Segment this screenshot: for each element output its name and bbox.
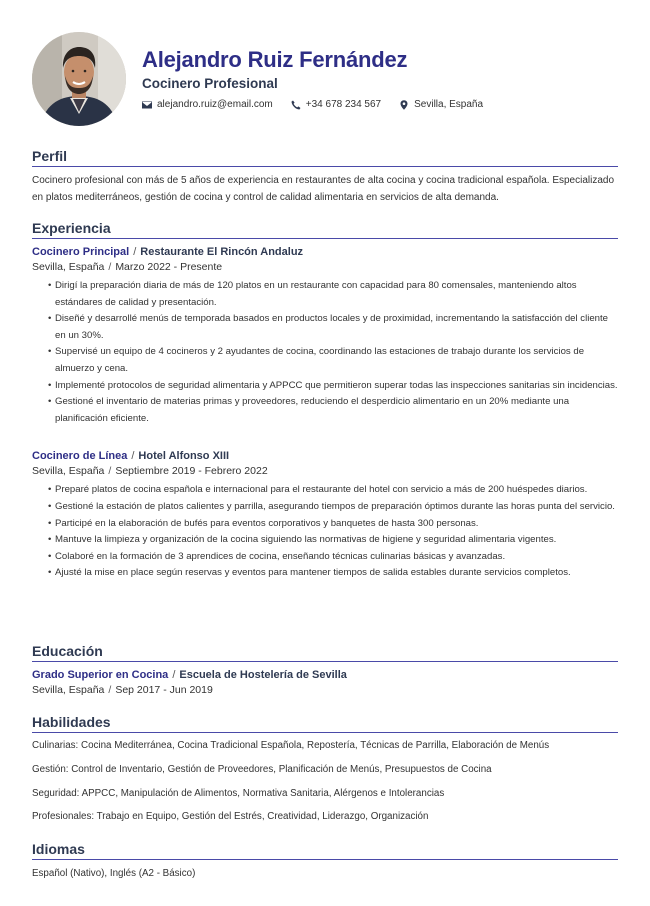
job-location: Sevilla, España	[32, 465, 105, 478]
bullet-item: • Gestioné la estación de platos calientes y parrilla, asegurando tiempos de preparación óptimos durante las horas punta del servicio.	[48, 499, 618, 516]
education-dates: Sep 2017 - Jun 2019	[115, 684, 213, 696]
job-dates: Septiembre 2019 - Febrero 2022	[115, 465, 268, 478]
job-meta	[32, 260, 618, 275]
contact-email[interactable]	[142, 99, 273, 110]
section-idiomas	[32, 841, 618, 883]
section-title-perfil: Perfil	[32, 148, 618, 167]
section-title-habilidades: Habilidades	[32, 714, 618, 733]
bullet-item: • Diseñé y desarrollé menús de temporada basados en productos locales y de proximidad, incrementando la satisfacción del cliente en un 30%.	[48, 311, 618, 344]
contact-location	[399, 99, 483, 110]
bullet-item: • Mantuve la limpieza y organización de la cocina siguiendo las normativas de higiene y seguridad alimentaria vigentes.	[48, 532, 618, 549]
location-pin-icon	[399, 100, 409, 110]
bullet-item: • Supervisé un equipo de 4 cocineros y 2 ayudantes de cocina, coordinando las estaciones de trabajo durante los servicios de almuerzo y cena.	[48, 344, 618, 377]
education-meta	[32, 683, 618, 698]
job-bullets	[32, 482, 618, 582]
job-entry	[32, 449, 618, 582]
separator: /	[108, 684, 112, 696]
bullet-item: • Dirigí la preparación diaria de más de 120 platos en un restaurante con capacidad para 80 comensales, manteniendo altos estándares de calidad y presentación.	[48, 278, 618, 311]
job-company: Restaurante El Rincón Andaluz	[140, 246, 304, 258]
section-title-experiencia: Experiencia	[32, 220, 618, 239]
email-icon	[142, 100, 152, 110]
section-perfil	[32, 148, 618, 206]
job-position: Cocinero Principal	[32, 246, 130, 258]
job-company: Hotel Alfonso XIII	[138, 450, 230, 463]
phone-text: +34 678 234 567	[305, 99, 382, 110]
job-header	[32, 449, 618, 464]
separator: /	[172, 669, 176, 681]
job-meta	[32, 464, 618, 479]
email-text: alejandro.ruiz@email.com	[157, 99, 273, 110]
job-dates: Marzo 2022 - Presente	[115, 261, 223, 273]
job-header	[32, 245, 618, 260]
bullet-item: • Colaboré en la formación de 3 aprendices de cocina, enseñando técnicas culinarias básicas y avanzadas.	[48, 549, 618, 566]
separator: /	[108, 465, 112, 478]
separator: /	[131, 450, 135, 463]
skill-line: Seguridad: APPCC, Manipulación de Alimentos, Normativa Sanitaria, Alérgenos e Intolerancias	[32, 787, 445, 799]
bullet-item: • Implementé protocolos de seguridad alimentaria y APPCC que permitieron superar todas las inspecciones sanitarias sin incidencias.	[48, 378, 618, 395]
section-educacion	[32, 643, 618, 701]
location-text: Sevilla, España	[414, 99, 484, 110]
section-experiencia	[32, 220, 618, 596]
bullet-item: • Preparé platos de cocina española e internacional para el restaurante del hotel con servicio a más de 200 huéspedes diarios.	[48, 482, 618, 499]
bullet-item: • Ajusté la mise en place según reservas y eventos para mantener tiempos de salida estables durante servicios completos.	[48, 565, 618, 582]
profile-photo	[32, 32, 126, 126]
education-header	[32, 668, 618, 683]
resume-header	[32, 32, 618, 126]
job-title: Cocinero Profesional	[142, 76, 278, 91]
section-habilidades	[32, 714, 618, 835]
job-location: Sevilla, España	[32, 261, 105, 273]
education-location: Sevilla, España	[32, 684, 105, 696]
section-title-idiomas: Idiomas	[32, 841, 618, 860]
job-position: Cocinero de Línea	[32, 450, 128, 463]
profile-summary: Cocinero profesional con más de 5 años de experiencia en restaurantes de alta cocina y cocina tradicional española. Especializado en platos mediterráneos, gestión de cocina y control de calidad alimentaria en servicios de alta demanda.	[32, 175, 615, 203]
contact-phone[interactable]	[291, 99, 381, 110]
job-entry	[32, 245, 618, 427]
contact-info	[142, 99, 501, 110]
section-title-educacion: Educación	[32, 643, 618, 662]
school: Escuela de Hostelería de Sevilla	[179, 669, 347, 681]
full-name: Alejandro Ruiz Fernández	[142, 47, 408, 72]
avatar	[32, 32, 126, 126]
bullet-item: • Gestioné el inventario de materias primas y proveedores, reduciendo el desperdicio alimentario en un 20% mediante una planificación eficiente.	[48, 394, 618, 427]
separator: /	[133, 246, 137, 258]
phone-icon	[291, 100, 301, 110]
bullet-item: • Participé en la elaboración de bufés para eventos corporativos y banquetes de hasta 300 personas.	[48, 516, 618, 533]
languages-text: Español (Nativo), Inglés (A2 - Básico)	[32, 868, 196, 879]
skill-line: Culinarias: Cocina Mediterránea, Cocina Tradicional Española, Repostería, Técnicas de Parrilla, Elaboración de Menús	[32, 740, 550, 751]
degree: Grado Superior en Cocina	[32, 669, 169, 681]
skill-line: Gestión: Control de Inventario, Gestión de Proveedores, Planificación de Menús, Presupuestos de Cocina	[32, 763, 492, 775]
separator: /	[108, 261, 112, 273]
skill-line: Profesionales: Trabajo en Equipo, Gestión del Estrés, Creatividad, Liderazgo, Organización	[32, 811, 429, 823]
job-bullets	[32, 278, 618, 427]
